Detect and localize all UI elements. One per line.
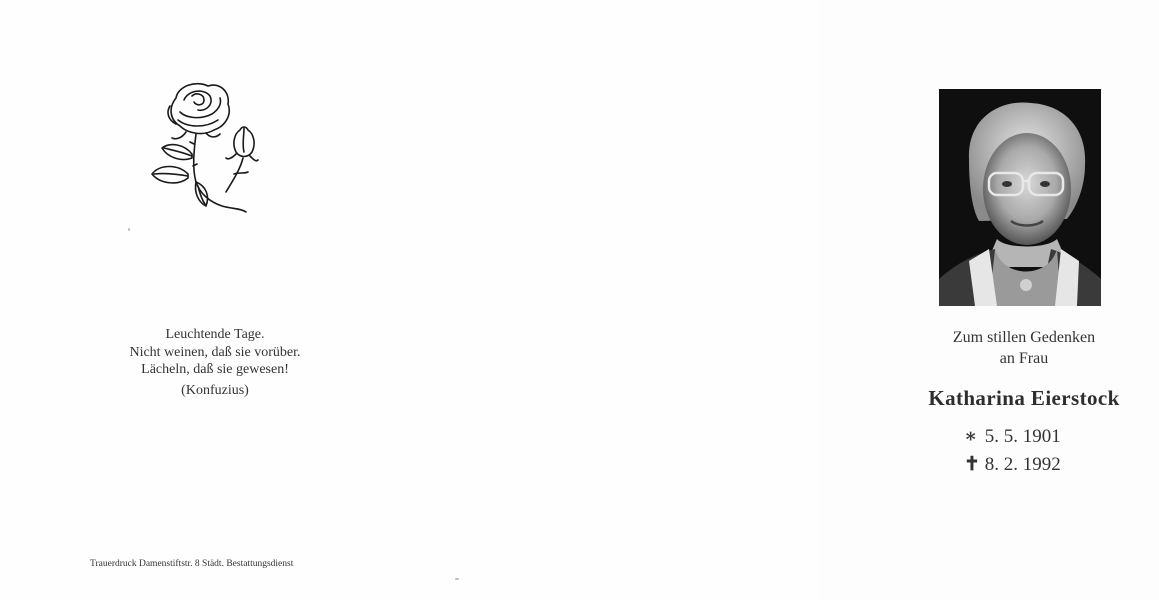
paper-speck [128,228,130,231]
portrait-image [939,89,1101,306]
paper-speck [455,578,459,580]
deceased-name: Katharina Eierstock [928,386,1120,410]
left-panel [0,0,409,600]
memorial-line: an Frau [999,350,1049,367]
life-dates [964,423,1104,479]
quote-author: (Konfuzius) [181,382,249,398]
portrait-photo [939,89,1101,306]
birth-date: 5. 5. 1901 [984,426,1061,447]
rose-icon [148,78,258,218]
memorial-heading [899,327,1149,369]
right-panel [409,0,1120,600]
quote-line: Nicht weinen, daß sie vorüber. [129,344,301,360]
quote-block [90,326,340,399]
birth-star-icon: ∗ [964,426,978,447]
death-date-row [964,451,1104,479]
birth-date-row [964,423,1104,451]
quote-line: Leuchtende Tage. [165,327,265,342]
death-date: 8. 2. 1992 [984,454,1061,475]
quote-line: Lächeln, daß sie gewesen! [141,362,289,377]
memorial-line: Zum stillen Gedenken [952,329,1096,346]
printer-imprint: Trauerdruck Damenstiftstr. 8 Städt. Bestattungsdienst [90,559,294,569]
cross-icon: ✝ [964,454,980,475]
